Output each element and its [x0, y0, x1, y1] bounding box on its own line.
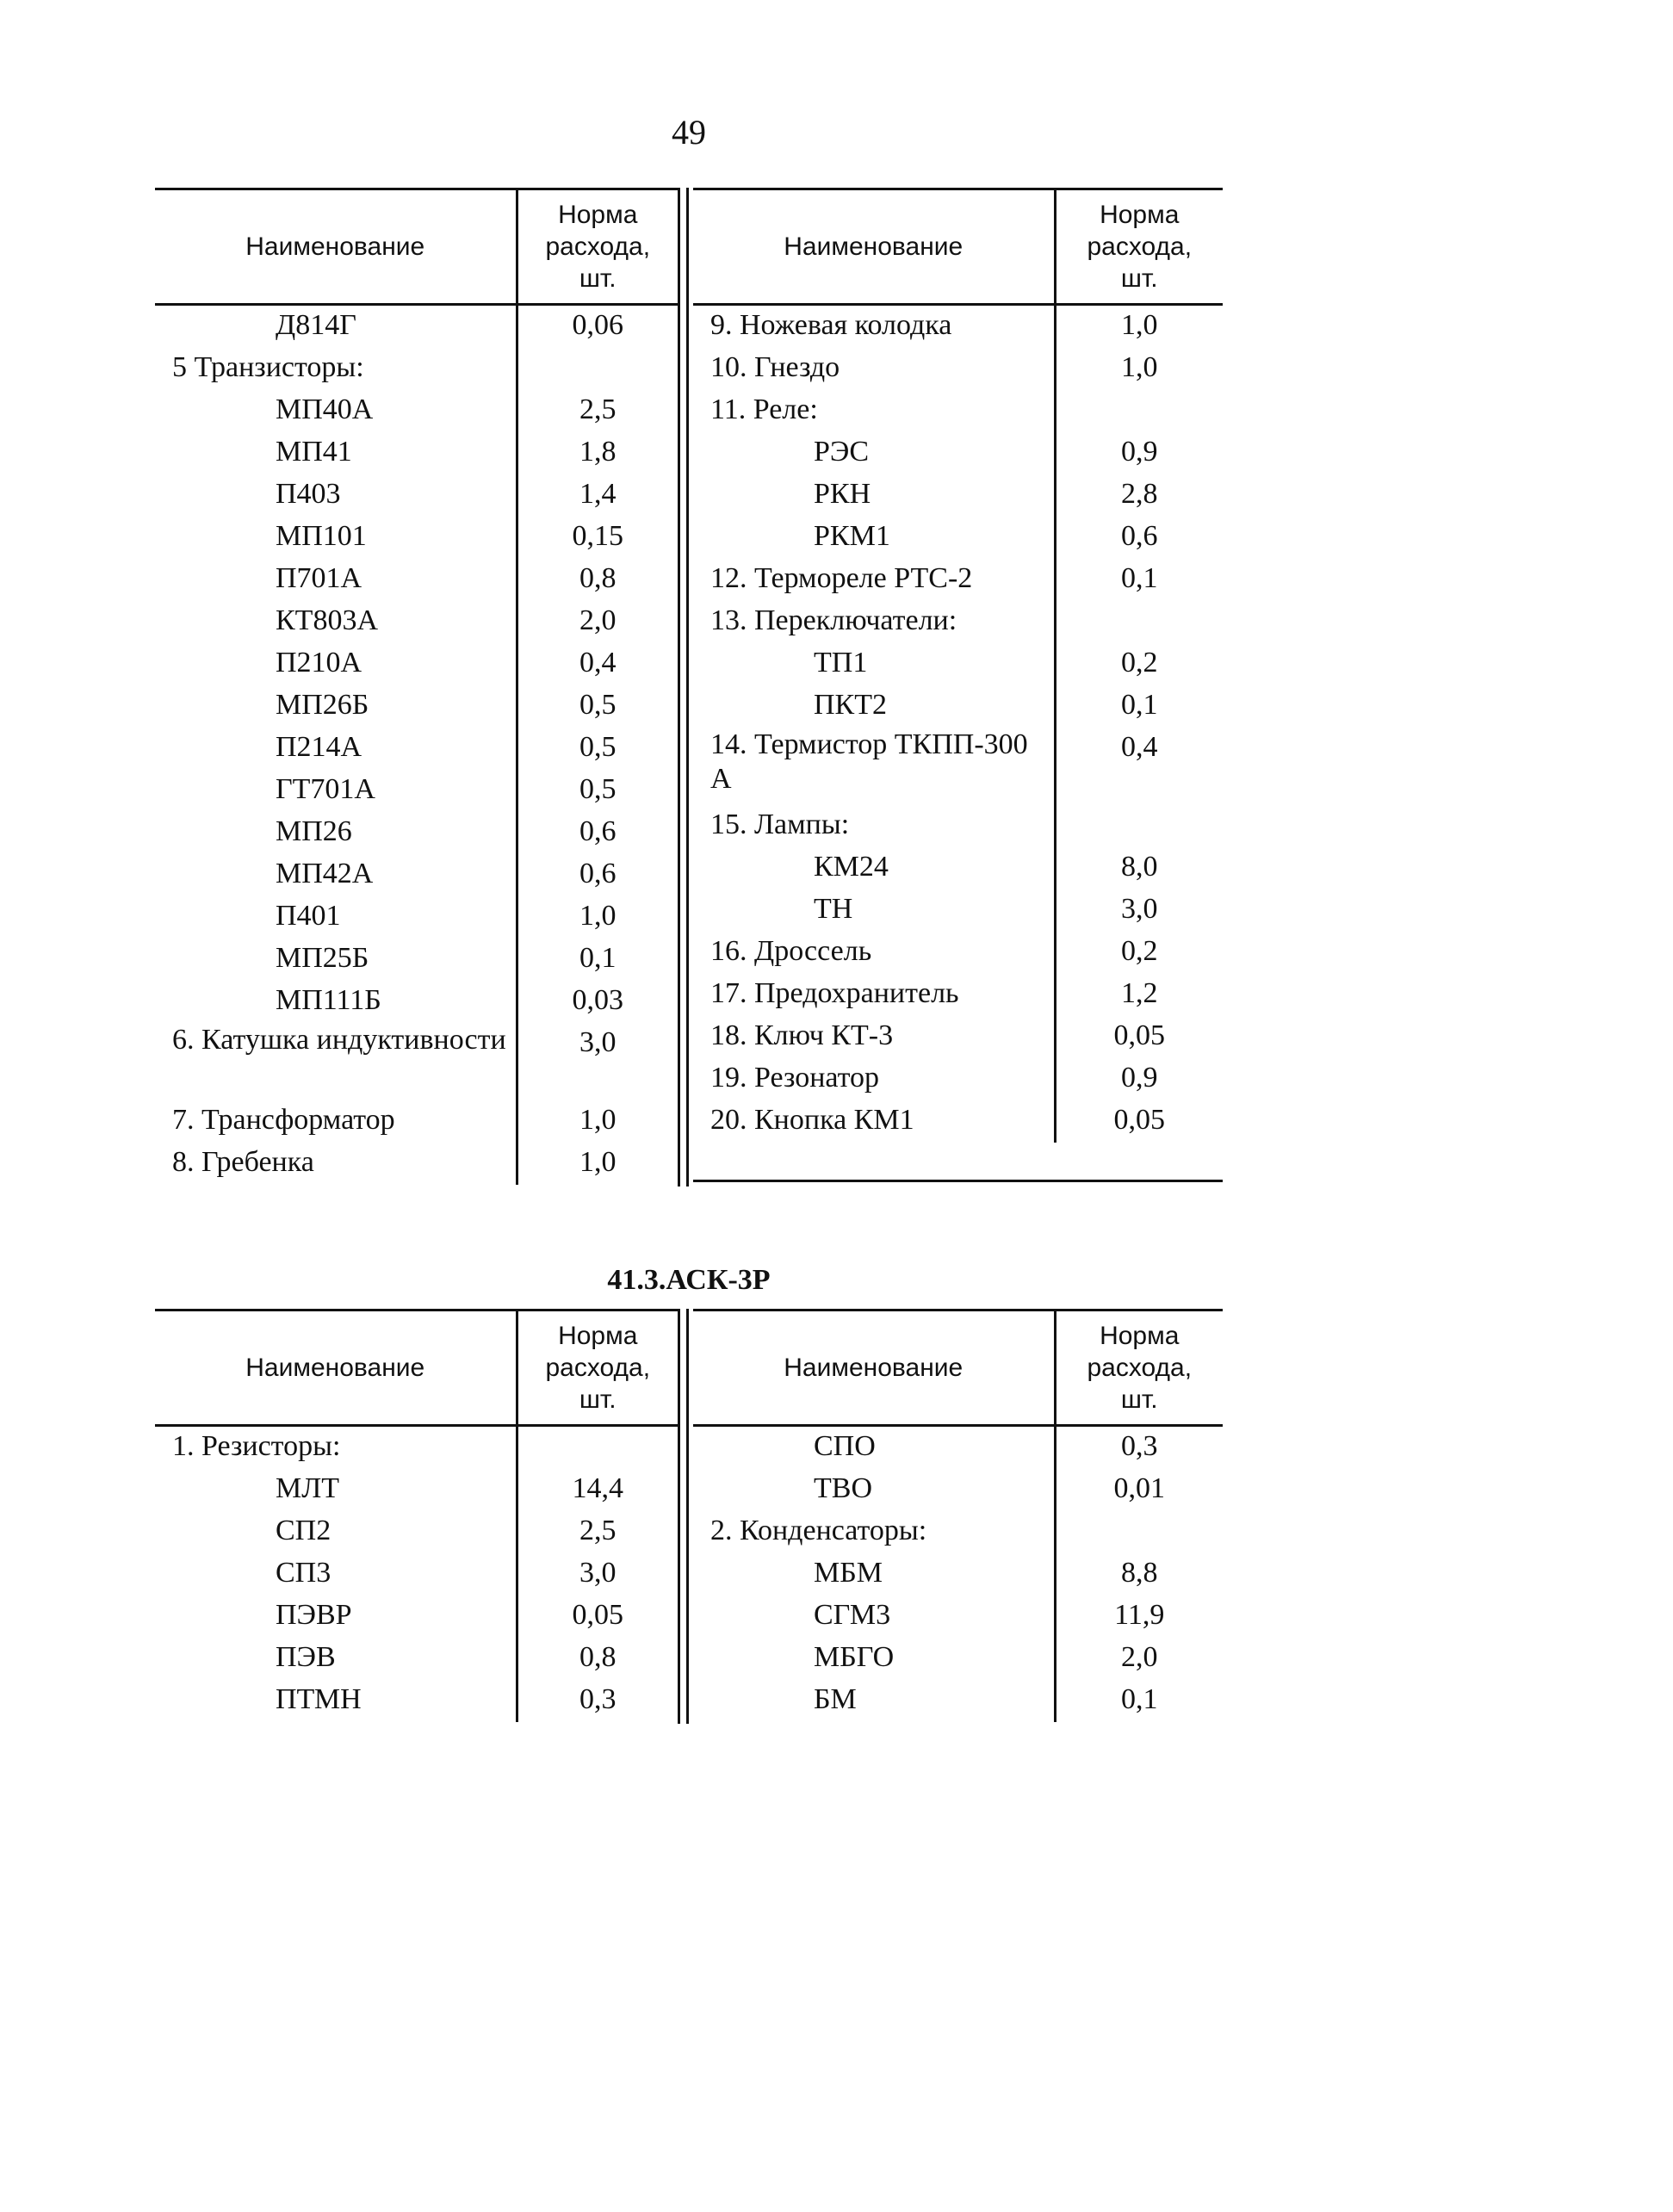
- table-row: [155, 643, 678, 685]
- table-1-right-half: [693, 188, 1223, 1143]
- table-row: [693, 601, 1223, 643]
- item-name: МБМ: [814, 1557, 883, 1589]
- item-norm: [517, 348, 678, 390]
- item-norm: 0,1: [1055, 685, 1223, 728]
- item-norm: 0,3: [1055, 1426, 1223, 1470]
- item-name: СПО: [814, 1430, 876, 1462]
- table-header: [693, 1310, 1223, 1426]
- item-norm: 0,15: [517, 517, 678, 559]
- item-name: РКМ1: [814, 520, 890, 552]
- item-norm: 0,1: [517, 939, 678, 981]
- item-name: 7. Трансформатор: [172, 1104, 395, 1136]
- item-name: МП25Б: [276, 942, 369, 974]
- item-name: 1. Резисторы:: [172, 1430, 341, 1462]
- item-name: ПКТ2: [814, 689, 887, 721]
- table-2-right-body: [693, 1426, 1223, 1723]
- item-norm: 0,2: [1055, 932, 1223, 974]
- item-name: П214А: [276, 731, 362, 763]
- table-header: [693, 189, 1223, 305]
- table-row: [693, 643, 1223, 685]
- item-name: СП2: [276, 1515, 332, 1546]
- item-norm: 0,8: [517, 1638, 678, 1680]
- item-name: 6. Катушка индуктивности: [172, 1024, 506, 1056]
- table-row: [155, 854, 678, 896]
- table-header: [155, 189, 678, 305]
- table-row: [155, 432, 678, 474]
- item-name: 18. Ключ КТ-3: [710, 1019, 894, 1051]
- double-rule: [678, 188, 680, 1187]
- item-norm: 1,0: [1055, 348, 1223, 390]
- item-name: 2. Конденсаторы:: [710, 1515, 927, 1546]
- item-name: 19. Резонатор: [710, 1062, 880, 1094]
- table-row: [693, 805, 1223, 847]
- table-row: [155, 1680, 678, 1722]
- table-row: [155, 1511, 678, 1553]
- item-norm: 2,0: [517, 601, 678, 643]
- table-row: [693, 728, 1223, 805]
- item-name: КТ803А: [276, 604, 378, 636]
- item-norm: 0,1: [1055, 1680, 1223, 1722]
- item-name: 14. Термистор ТКПП-300 А: [710, 728, 1028, 795]
- table-caption: 41.3.АСК-3Р: [607, 1264, 771, 1296]
- item-name: 10. Гнездо: [710, 351, 840, 383]
- double-rule: [686, 188, 689, 1187]
- header-norm: Норма расхода, шт.: [517, 1310, 678, 1426]
- table-row: [693, 974, 1223, 1016]
- table-row: [155, 1553, 678, 1595]
- item-norm: [1055, 1511, 1223, 1553]
- table-1-right-body: [693, 305, 1223, 1143]
- item-name: 5 Транзисторы:: [172, 351, 364, 383]
- item-norm: 2,5: [517, 390, 678, 432]
- item-name: БМ: [814, 1683, 857, 1715]
- table-row: [155, 390, 678, 432]
- double-rule: [678, 1309, 680, 1724]
- table-row: [693, 1511, 1223, 1553]
- table-2-left-half: [155, 1309, 678, 1722]
- table-row: [155, 1595, 678, 1638]
- item-name: ТП1: [814, 647, 868, 678]
- item-norm: 0,4: [1055, 728, 1223, 805]
- item-name: МП101: [276, 520, 367, 552]
- item-name: 12. Термореле РТС-2: [710, 562, 973, 594]
- item-name: МП41: [276, 436, 352, 468]
- item-name: СП3: [276, 1557, 332, 1589]
- table-row: [693, 432, 1223, 474]
- table-row: [155, 812, 678, 854]
- item-name: МП26: [276, 815, 352, 847]
- item-name: 20. Кнопка КМ1: [710, 1104, 914, 1136]
- item-norm: 0,4: [517, 643, 678, 685]
- item-norm: 0,03: [517, 981, 678, 1023]
- table-row: [155, 517, 678, 559]
- item-norm: 3,0: [517, 1023, 678, 1100]
- table-row: [693, 847, 1223, 889]
- item-name: РКН: [814, 478, 871, 510]
- table-row: [155, 305, 678, 349]
- page-number: 49: [672, 113, 706, 152]
- table-bottom-rule: [693, 1180, 1223, 1182]
- item-name: РЭС: [814, 436, 870, 468]
- item-norm: 0,3: [517, 1680, 678, 1722]
- table-row: [155, 728, 678, 770]
- item-norm: 0,1: [1055, 559, 1223, 601]
- item-norm: 0,06: [517, 305, 678, 349]
- item-norm: 0,8: [517, 559, 678, 601]
- item-norm: [517, 1426, 678, 1470]
- item-name: 16. Дроссель: [710, 935, 872, 967]
- table-row: [693, 390, 1223, 432]
- item-name: ПЭВ: [276, 1641, 336, 1673]
- item-norm: 14,4: [517, 1469, 678, 1511]
- item-name: ПТМН: [276, 1683, 362, 1715]
- header-name: Наименование: [784, 1354, 964, 1382]
- item-name: МЛТ: [276, 1472, 340, 1504]
- item-name: МП42А: [276, 858, 374, 889]
- header-norm: Норма расхода, шт.: [1055, 189, 1223, 305]
- header-name: Наименование: [784, 232, 964, 261]
- item-name: ТН: [814, 893, 853, 925]
- item-name: 11. Реле:: [710, 393, 818, 425]
- item-name: ПЭВР: [276, 1599, 352, 1631]
- item-name: П701А: [276, 562, 362, 594]
- norms-table-2: [155, 1309, 1223, 1739]
- header-norm: Норма расхода, шт.: [1055, 1310, 1223, 1426]
- item-name: МП40А: [276, 393, 374, 425]
- table-row: [155, 1469, 678, 1511]
- item-norm: 1,4: [517, 474, 678, 517]
- table-row: [693, 1638, 1223, 1680]
- table-row: [155, 770, 678, 812]
- item-norm: 8,8: [1055, 1553, 1223, 1595]
- item-norm: 2,8: [1055, 474, 1223, 517]
- item-name: 13. Переключатели:: [710, 604, 957, 636]
- norms-table-1: [155, 188, 1223, 1191]
- header-name: Наименование: [245, 232, 425, 261]
- item-name: П401: [276, 900, 341, 932]
- item-norm: 0,6: [517, 854, 678, 896]
- table-header: [155, 1310, 678, 1426]
- item-norm: 0,5: [517, 770, 678, 812]
- item-norm: 3,0: [1055, 889, 1223, 932]
- item-norm: 0,5: [517, 728, 678, 770]
- table-row: [155, 1100, 678, 1143]
- item-name: ГТ701А: [276, 773, 375, 805]
- item-norm: 1,8: [517, 432, 678, 474]
- header-name: Наименование: [245, 1354, 425, 1382]
- table-row: [155, 1638, 678, 1680]
- table-row: [155, 601, 678, 643]
- item-norm: 0,9: [1055, 432, 1223, 474]
- item-norm: 0,6: [517, 812, 678, 854]
- table-row: [693, 1100, 1223, 1143]
- item-norm: 1,0: [517, 896, 678, 939]
- item-norm: [1055, 601, 1223, 643]
- item-name: 15. Лампы:: [710, 809, 850, 840]
- table-2-right-half: [693, 1309, 1223, 1722]
- table-row: [693, 889, 1223, 932]
- table-1-left-body: [155, 305, 678, 1186]
- item-norm: 2,0: [1055, 1638, 1223, 1680]
- item-name: 8. Гребенка: [172, 1146, 314, 1178]
- item-norm: 0,9: [1055, 1058, 1223, 1100]
- item-name: ТВО: [814, 1472, 872, 1504]
- table-row: [693, 1595, 1223, 1638]
- table-row: [155, 474, 678, 517]
- item-name: СГМ3: [814, 1599, 891, 1631]
- item-norm: 8,0: [1055, 847, 1223, 889]
- item-name: МБГО: [814, 1641, 895, 1673]
- table-row: [155, 559, 678, 601]
- table-row: [155, 896, 678, 939]
- double-rule: [686, 1309, 689, 1724]
- table-row: [155, 1426, 678, 1470]
- item-norm: 1,0: [1055, 305, 1223, 349]
- table-row: [693, 1553, 1223, 1595]
- table-row: [155, 685, 678, 728]
- table-row: [693, 1426, 1223, 1470]
- item-norm: 0,05: [517, 1595, 678, 1638]
- item-norm: 2,5: [517, 1511, 678, 1553]
- item-name: П210А: [276, 647, 362, 678]
- item-name: МП26Б: [276, 689, 369, 721]
- item-name: КМ24: [814, 851, 889, 883]
- item-norm: 1,2: [1055, 974, 1223, 1016]
- table-row: [155, 939, 678, 981]
- table-row: [693, 474, 1223, 517]
- table-row: [693, 559, 1223, 601]
- item-name: 17. Предохранитель: [710, 977, 959, 1009]
- item-name: Д814Г: [276, 309, 356, 341]
- item-name: П403: [276, 478, 341, 510]
- table-row: [155, 1143, 678, 1185]
- table-2-left-body: [155, 1426, 678, 1723]
- item-norm: 3,0: [517, 1553, 678, 1595]
- item-norm: [1055, 390, 1223, 432]
- table-row: [155, 981, 678, 1023]
- item-norm: 0,5: [517, 685, 678, 728]
- table-row: [693, 1058, 1223, 1100]
- item-norm: 0,05: [1055, 1100, 1223, 1143]
- item-name: 9. Ножевая колодка: [710, 309, 952, 341]
- table-1-left-half: [155, 188, 678, 1185]
- table-row: [693, 1680, 1223, 1722]
- table-row: [693, 1469, 1223, 1511]
- table-row: [155, 1023, 678, 1100]
- item-name: МП111Б: [276, 984, 381, 1016]
- table-row: [693, 348, 1223, 390]
- header-norm: Норма расхода, шт.: [517, 189, 678, 305]
- item-norm: 1,0: [517, 1143, 678, 1185]
- item-norm: 0,05: [1055, 1016, 1223, 1058]
- table-row: [155, 348, 678, 390]
- table-row: [693, 305, 1223, 349]
- item-norm: 11,9: [1055, 1595, 1223, 1638]
- table-row: [693, 685, 1223, 728]
- item-norm: 0,01: [1055, 1469, 1223, 1511]
- item-norm: 1,0: [517, 1100, 678, 1143]
- table-row: [693, 517, 1223, 559]
- table-row: [693, 932, 1223, 974]
- item-norm: 0,2: [1055, 643, 1223, 685]
- table-row: [693, 1016, 1223, 1058]
- item-norm: 0,6: [1055, 517, 1223, 559]
- item-norm: [1055, 805, 1223, 847]
